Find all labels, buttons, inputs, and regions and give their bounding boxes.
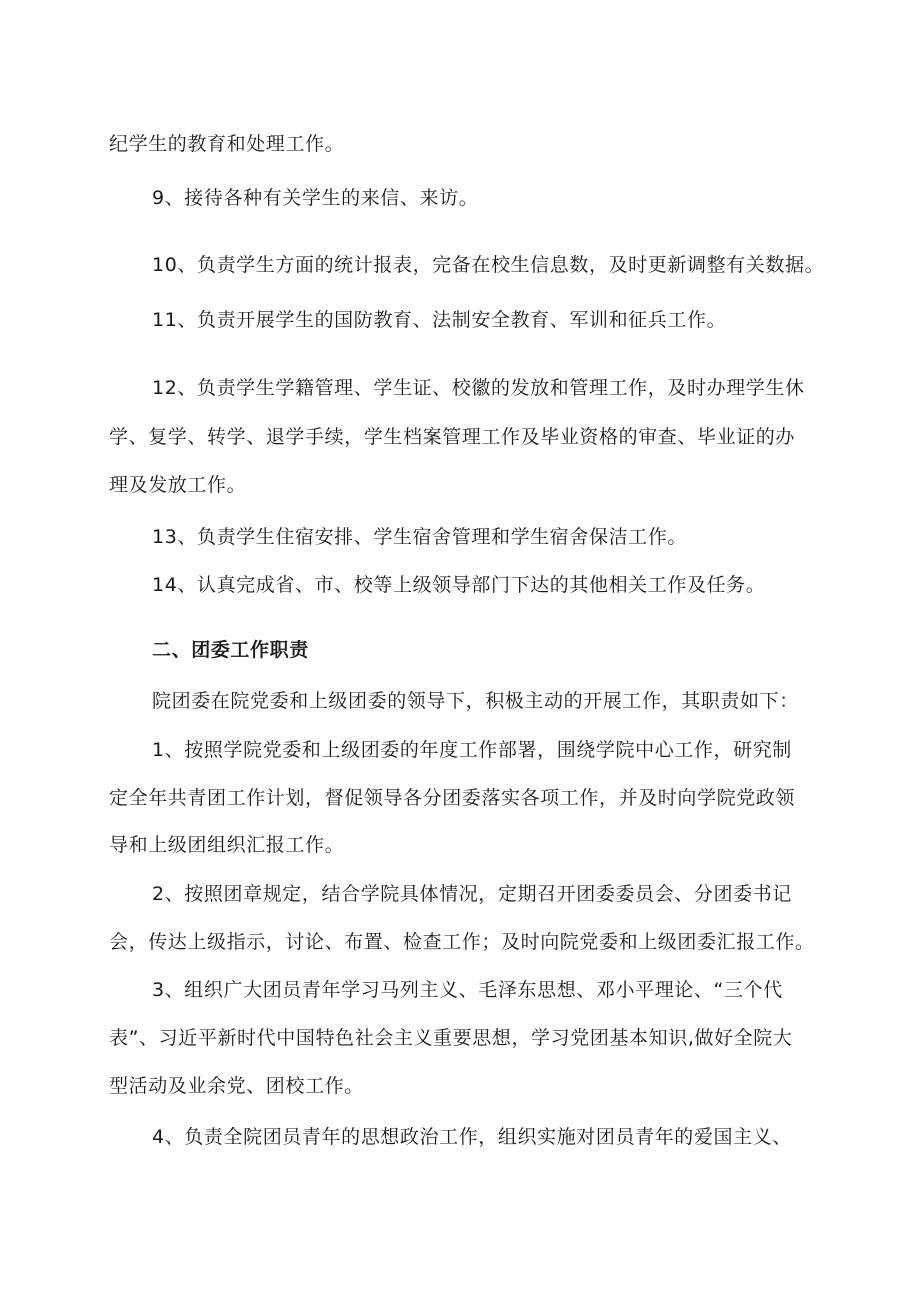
section-intro-line: 院团委在院党委和上级团委的领导下，积极主动的开展工作，其职责如下： bbox=[152, 690, 799, 712]
item-11-line: 11、负责开展学生的国防教育、法制安全教育、军训和征兵工作。 bbox=[152, 309, 727, 331]
item-14-line: 14、认真完成省、市、校等上级领导部门下达的其他相关工作及任务。 bbox=[152, 574, 766, 596]
duty-3-line-2: 表”、习近平新时代中国特色社会主义重要思想，学习党团基本知识,做好全院大 bbox=[109, 1027, 793, 1049]
duty-3-line-1: 3、组织广大团员青年学习马列主义、毛泽东思想、邓小平理论、“三个代 bbox=[152, 979, 783, 1001]
section-heading: 二、团委工作职责 bbox=[152, 639, 309, 661]
item-12-line-1: 12、负责学生学籍管理、学生证、校徽的发放和管理工作，及时办理学生休 bbox=[152, 377, 805, 399]
item-13-line: 13、负责学生住宿安排、学生宿舍管理和学生宿舍保洁工作。 bbox=[152, 526, 687, 548]
item-12-line-3: 理及发放工作。 bbox=[109, 474, 247, 496]
duty-2-line-2: 会，传达上级指示，讨论、布置、检查工作；及时向院党委和上级团委汇报工作。 bbox=[109, 931, 815, 953]
duty-1-line-1: 1、按照学院党委和上级团委的年度工作部署，围绕学院中心工作，研究制 bbox=[152, 739, 792, 761]
item-9-line: 9、接待各种有关学生的来信、来访。 bbox=[152, 187, 479, 209]
duty-1-line-2: 定全年共青团工作计划，督促领导各分团委落实各项工作，并及时向学院党政领 bbox=[109, 787, 796, 809]
duty-4-line-1: 4、负责全院团员青年的思想政治工作，组织实施对团员青年的爱国主义、 bbox=[152, 1126, 792, 1148]
duty-1-line-3: 导和上级团组织汇报工作。 bbox=[109, 834, 345, 856]
item-12-line-2: 学、复学、转学、退学手续，学生档案管理工作及毕业资格的审查、毕业证的办 bbox=[109, 426, 796, 448]
duty-3-line-3: 型活动及业余党、团校工作。 bbox=[109, 1075, 364, 1097]
duty-2-line-1: 2、按照团章规定，结合学院具体情况，定期召开团委委员会、分团委书记 bbox=[152, 883, 792, 905]
item-10-line: 10、负责学生方面的统计报表，完备在校生信息数，及时更新调整有关数据。 bbox=[152, 254, 825, 276]
paragraph-continuation-line: 纪学生的教育和处理工作。 bbox=[109, 133, 345, 155]
